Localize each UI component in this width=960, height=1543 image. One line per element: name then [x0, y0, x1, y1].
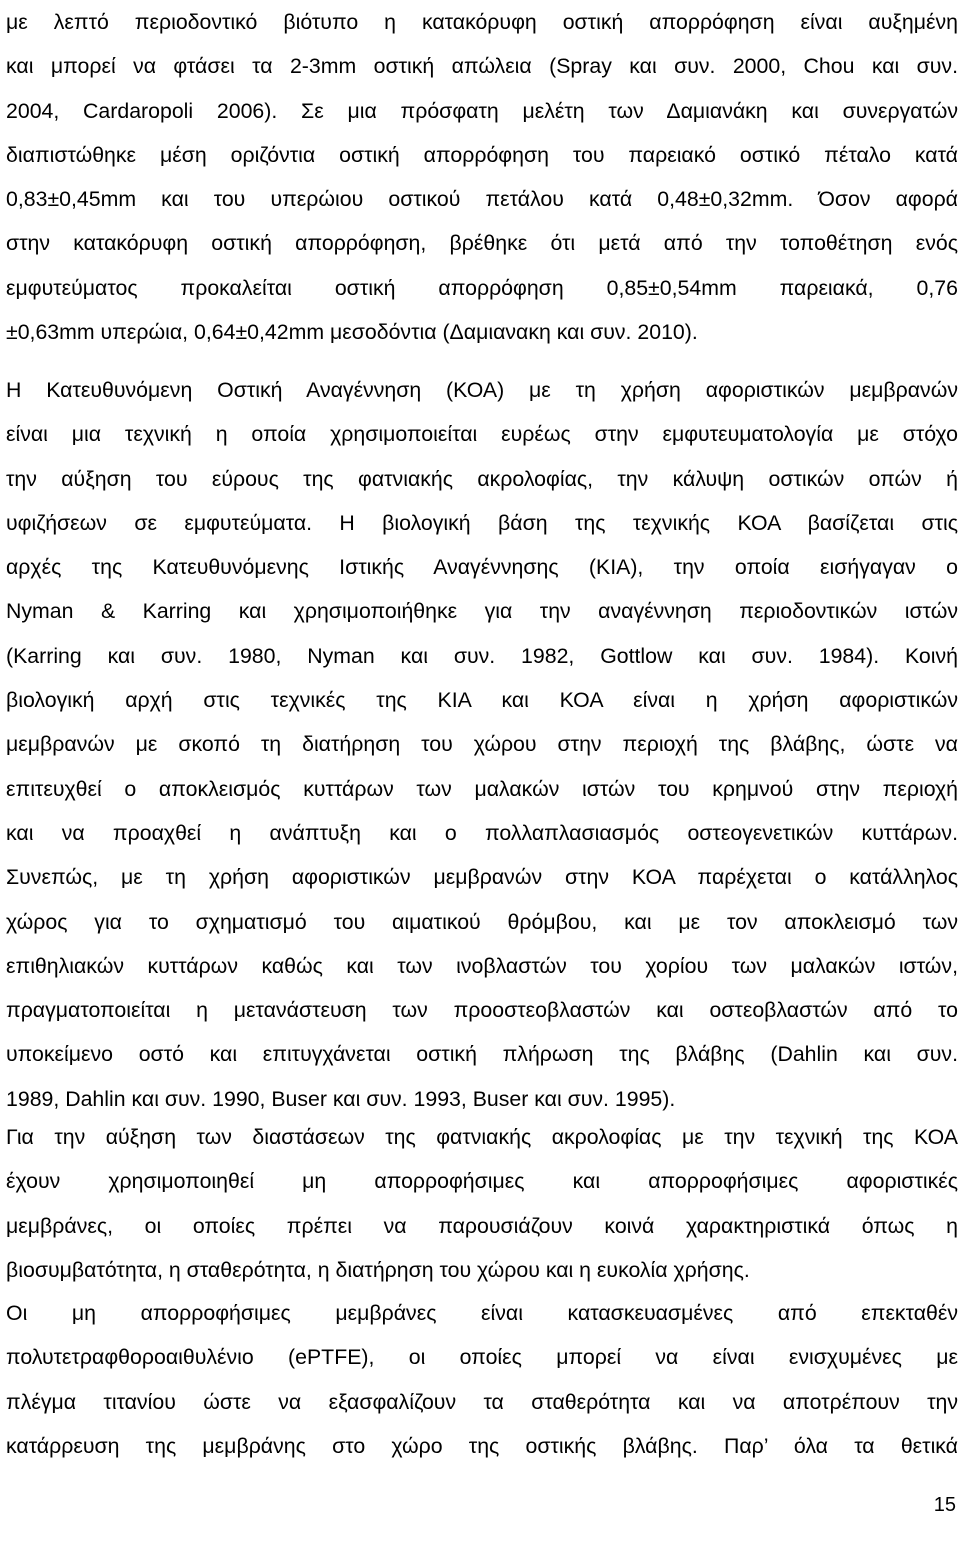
paragraph-2 — [6, 368, 958, 1121]
text-line: βιοσυμβατότητα, η σταθερότητα, η διατήρηση του χώρου και η ευκολία χρήσης. — [6, 1257, 750, 1282]
text-line: Συνεπώς, με τη χρήση αφοριστικών μεμβρανών στην ΚΟΑ παρέχεται ο κατάλληλος — [6, 865, 958, 890]
text-line: 0,83±0,45mm και του υπερώιου οστικού πετάλου κατά 0,48±0,32mm. Όσον αφορά — [6, 187, 958, 212]
paragraph-1 — [6, 0, 958, 354]
text-line: 1989, Dahlin και συν. 1990, Buser και συν. 1993, Buser και συν. 1995). — [6, 1086, 676, 1111]
text-line: πλέγμα τιτανίου ώστε να εξασφαλίζουν τα σταθερότητα και να αποτρέπουν την — [6, 1389, 958, 1414]
text-line: Για την αύξηση των διαστάσεων της φατνιακής ακρολοφίας με την τεχνική της ΚΟΑ — [6, 1125, 958, 1149]
text-line: χώρος για το σχηματισμό του αιματικού θρόμβου, και με τον αποκλεισμό των — [6, 909, 958, 934]
text-line: αρχές της Κατευθυνόμενης Ιστικής Αναγέννησης (ΚΙΑ), την οποία εισήγαγαν ο — [6, 555, 958, 580]
text-line: υποκείμενο οστό και επιτυγχάνεται οστική πλήρωση της βλάβης (Dahlin και συν. — [6, 1042, 958, 1067]
text-line: Nyman & Karring και χρησιμοποιήθηκε για την αναγέννηση περιοδοντικών ιστών — [6, 599, 958, 624]
text-line: υφιζήσεων σε εμφυτεύματα. Η βιολογική βάση της τεχνικής ΚΟΑ βασίζεται στις — [6, 510, 958, 535]
text-line: πραγματοποιείται η μετανάστευση των προοστεοβλαστών και οστεοβλαστών από το — [6, 998, 958, 1023]
text-line: και μπορεί να φτάσει τα 2-3mm οστική απώλεια (Spray και συν. 2000, Chou και συν. — [6, 54, 958, 79]
paragraph-4 — [6, 1291, 958, 1468]
text-line: (Karring και συν. 1980, Nyman και συν. 1982, Gottlow και συν. 1984). Κοινή — [6, 643, 958, 668]
text-line: ±0,63mm υπερώια, 0,64±0,42mm μεσοδόντια (Δαμιανακη και συν. 2010). — [6, 320, 698, 345]
text-line: την αύξηση του εύρους της φατνιακής ακρολοφίας, την κάλυψη οστικών οπών ή — [6, 466, 958, 491]
text-line: 2004, Cardaropoli 2006). Σε μια πρόσφατη μελέτη των Δαμιανάκη και συνεργατών — [6, 98, 958, 123]
text-line: μεμβράνες, οι οποίες πρέπει να παρουσιάζουν κοινά χαρακτηριστικά όπως η — [6, 1213, 958, 1238]
text-line: και να προαχθεί η ανάπτυξη και ο πολλαπλασιασμός οστεογενετικών κυττάρων. — [6, 820, 958, 845]
text-line: είναι μια τεχνική η οποία χρησιμοποιείται ευρέως στην εμφυτευματολογία με στόχο — [6, 422, 958, 447]
text-line: κατάρρευση της μεμβράνης στο χώρο της οστικής βλάβης. Παρ’ όλα τα θετικά — [6, 1433, 958, 1458]
page-number: 15 — [933, 1494, 956, 1516]
text-line: μεμβρανών με σκοπό τη διατήρηση του χώρου στην περιοχή της βλάβης, ώστε να — [6, 732, 958, 757]
text-line: στην κατακόρυφη οστική απορρόφηση, βρέθηκε ότι μετά από την τοποθέτηση ενός — [6, 231, 958, 256]
text-line: με λεπτό περιοδοντικό βιότυπο η κατακόρυφη οστική απορρόφηση είναι αυξημένη — [6, 10, 958, 34]
text-line: διαπιστώθηκε μέση οριζόντια οστική απορρόφηση του παρειακό οστικό πέταλο κατά — [6, 142, 958, 167]
text-line: επιτευχθεί ο αποκλεισμός κυττάρων των μαλακών ιστών του κρημνού στην περιοχή — [6, 776, 958, 801]
text-line: Οι μη απορροφήσιμες μεμβράνες είναι κατασκευασμένες από επεκταθέν — [6, 1301, 958, 1325]
paragraph-3 — [6, 1115, 958, 1292]
text-line: έχουν χρησιμοποιηθεί μη απορροφήσιμες και απορροφήσιμες αφοριστικές — [6, 1169, 958, 1194]
text-line: βιολογική αρχή στις τεχνικές της ΚΙΑ και ΚΟΑ είναι η χρήση αφοριστικών — [6, 688, 958, 713]
text-line: επιθηλιακών κυττάρων καθώς και των ινοβλαστών του χορίου των μαλακών ιστών, — [6, 953, 958, 978]
text-line: εμφυτεύματος προκαλείται οστική απορρόφηση 0,85±0,54mm παρειακά, 0,76 — [6, 275, 958, 300]
text-line: πολυτετραφθοροαιθυλένιο (ePTFE), οι οποίες μπορεί να είναι ενισχυμένες με — [6, 1345, 958, 1370]
text-line: Η Κατευθυνόμενη Οστική Αναγέννηση (ΚΟΑ) με τη χρήση αφοριστικών μεμβρανών — [6, 378, 958, 402]
